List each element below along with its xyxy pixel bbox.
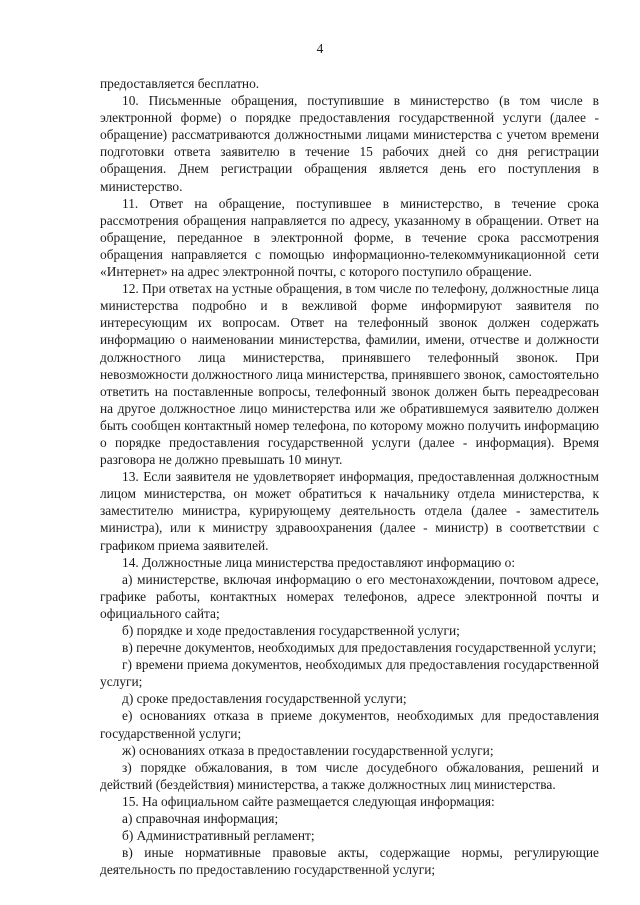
list-item-e: е) основаниях отказа в приеме документов, необходимых для предоставления государственной услуги;	[100, 708, 599, 741]
list-item-z: з) порядке обжалования, в том числе досудебного обжалования, решений и действий (бездействия) министерства, а также должностных лиц министерства.	[100, 759, 599, 792]
paragraph-14-information-provided: 14. Должностные лица министерства предоставляют информацию о:	[122, 554, 516, 570]
paragraph-continuation: предоставляется бесплатно.	[100, 76, 260, 91]
list-item-b: б) порядке и ходе предоставления государственной услуги;	[122, 623, 460, 638]
paragraph-11-appeal-response: 11. Ответ на обращение, поступившее в министерство, в течение срока рассмотрения обращения направляется по адресу, указанному в обращении. Ответ на обращение, переданное в электронной форме, в течение срока рассмотрения обращения направляется с помощью информационно-телекоммуникационной сети «Интернет» на адрес электронной почты, с которого поступило обращение.	[100, 195, 599, 280]
site-item-a: а) справочная информация;	[122, 811, 279, 827]
site-item-v: в) иные нормативные правовые акты, содержащие нормы, регулирующие деятельность по предоставлению государственной услуги;	[100, 845, 599, 878]
paragraph-10-written-appeals: 10. Письменные обращения, поступившие в министерство (в том числе в электронной форме) о порядке предоставления государственной услуги (далее - обращение) рассматриваются должностными лицами министерства с учетом времени подготовки ответа заявителю в течение 15 рабочих дней со дня регистрации обращения. Днем регистрации обращения является день его поступления в министерство.	[100, 93, 599, 194]
list-item-g: г) времени приема документов, необходимых для предоставления государственной услуги;	[100, 657, 599, 690]
site-item-b: б) Административный регламент;	[122, 828, 315, 844]
paragraph-15-official-site: 15. На официальном сайте размещается следующая информация:	[122, 793, 495, 809]
document-body	[100, 75, 599, 878]
list-item-zh: ж) основаниях отказа в предоставлении государственной услуги;	[122, 742, 494, 758]
page-number: 4	[316, 41, 324, 56]
list-item-a: а) министерстве, включая информацию о его местонахождении, почтовом адресе, графике работы, контактных номерах телефонов, адресе электронной почты и официального сайта;	[100, 571, 599, 621]
paragraph-12-oral-appeals: 12. При ответах на устные обращения, в том числе по телефону, должностные лица министерства подробно и в вежливой форме информируют заявителя по интересующим их вопросам. Ответ на телефонный звонок должен содержать информацию о наименовании министерства, фамилии, имени, отчестве и должности должностного лица министерства, принявшего телефонный звонок. При невозможности должностного лица министерства, принявшего звонок, самостоятельно ответить на поставленные вопросы, телефонный звонок должен быть переадресован на другое должностное лицо министерства или же обратившемуся заявителю должен быть сообщен контактный номер телефона, по которому можно получить информацию о порядке предоставления государственной услуги (далее - информация). Время разговора не должно превышать 10 минут.	[100, 281, 599, 468]
paragraph-13-escalation: 13. Если заявителя не удовлетворяет информация, предоставленная должностным лицом министерства, он может обратиться к начальнику отдела министерства, к заместителю министра, курирующему деятельность отдела (далее - заместитель министра), или к министру здравоохранения (далее - министр) в соответствии с графиком приема заявителей.	[100, 469, 599, 553]
list-item-d: д) сроке предоставления государственной услуги;	[122, 691, 407, 707]
list-item-v: в) перечне документов, необходимых для предоставления государственной услуги;	[122, 640, 597, 656]
